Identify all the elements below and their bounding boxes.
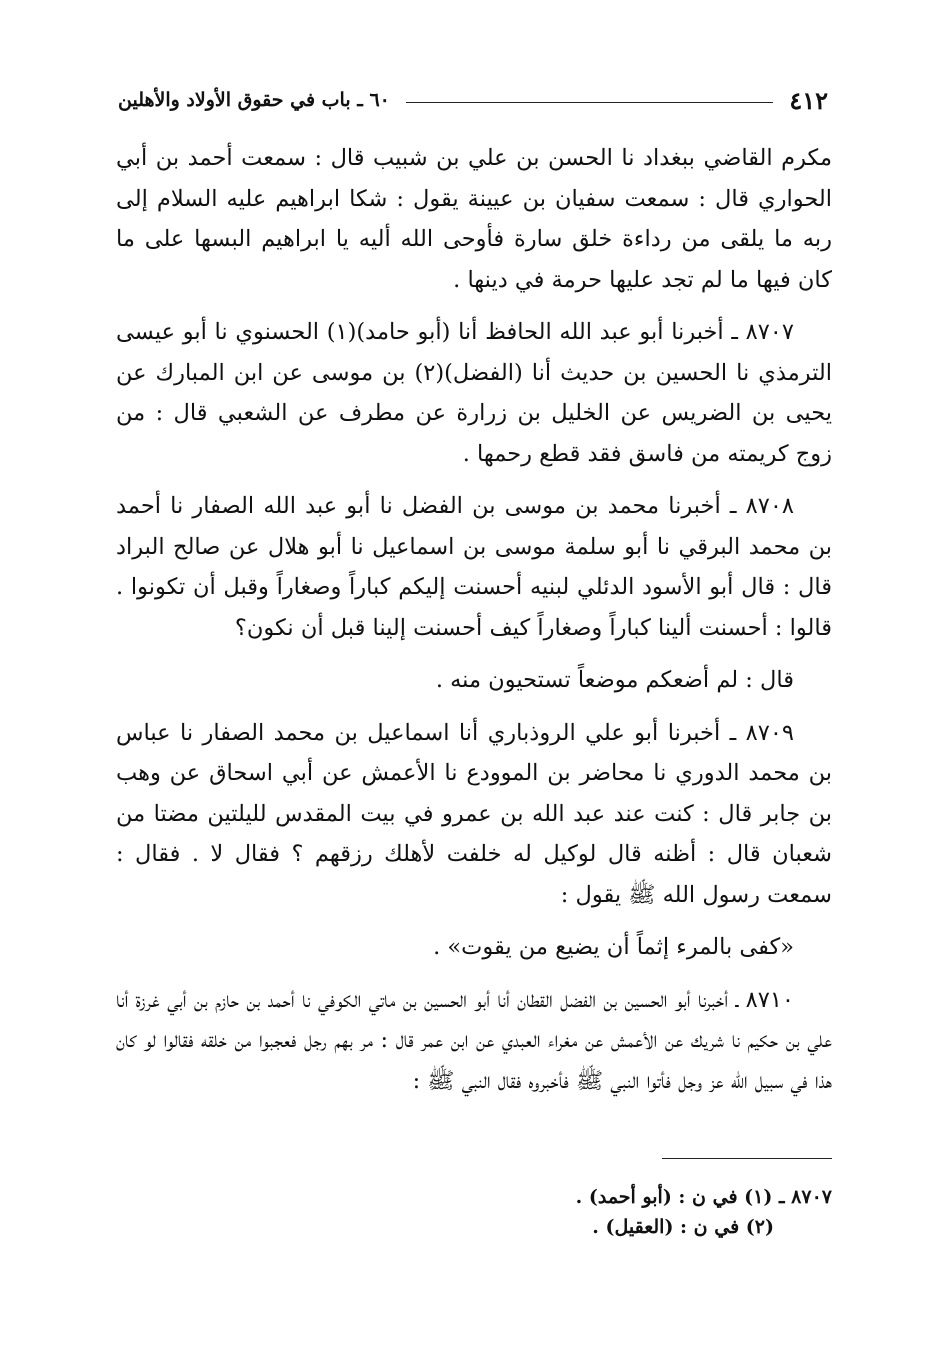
paragraph-hadith-8709: ٨٧٠٩ ـ أخبرنا أبو علي الروذباري أنا اسماعيل بن محمد الصفار نا عباس بن محمد الدوري نا محاضر بن الموودع نا الأعمش عن أبي اسحاق عن وهب بن جابر قال : كنت عند عبد الله بن عمرو في بيت المقدس لليلتين مضتا من شعبان قال : أظنه قال لوكيل له خلفت لأهلك رزقهم ؟ فقال لا . فقال : سمعت رسول الله ﷺ يقول : bbox=[116, 719, 832, 908]
paragraph-reply: قال : لم أضعكم موضعاً تستحيون منه . bbox=[435, 667, 794, 693]
paragraph-continuation: مكرم القاضي ببغداد نا الحسن بن علي بن شبيب قال : سمعت أحمد بن أبي الحواري قال : سمعت سفيان بن عيينة يقول : شكا ابراهيم عليه السلام إلى ربه ما يلقى من رداءة خلق سارة فأوحى الله أليه يا ابراهيم البسها على ما كان فيها ما لم تجد عليها حرمة في دينها . bbox=[116, 145, 832, 293]
paragraph-quote: «كفى بالمرء إثماً أن يضيع من يقوت» . bbox=[433, 934, 794, 960]
paragraph-hadith-8710: ٨٧١٠ ـ أخبرنا أبو الحسين بن الفضل القطان أنا أبو الحسين بن ماتي الكوفي نا أحمد بن حازم بن أبي غرزة أنا علي بن حكيم نا شريك عن الأعمش عن مغراء العبدي عن ابن عمر قال : مر بهم رجل فعجبوا من خلقه فقالوا لو كان هذا في سبيل الله عز وجل فأتوا النبي ﷺ فأخبروه فقال النبي ﷺ : bbox=[116, 986, 832, 1094]
footnotes bbox=[300, 1182, 832, 1242]
paragraph-hadith-8707: ٨٧٠٧ ـ أخبرنا أبو عبد الله الحافظ أنا (أبو حامد)(١) الحسنوي نا أبو عيسى الترمذي نا الحسين بن حديث أنا (الفضل)(٢) بن موسى عن ابن المبارك عن يحيى بن الضريس عن الخليل بن زرارة عن مطرف عن الشعبي قال : من زوج كريمته من فاسق فقد قطع رحمها . bbox=[116, 319, 832, 467]
page-number: ٤١٢ bbox=[789, 85, 828, 115]
paragraph-hadith-8708: ٨٧٠٨ ـ أخبرنا محمد بن موسى بن الفضل نا أبو عبد الله الصفار نا أحمد بن محمد البرقي نا أبو سلمة موسى بن اسماعيل نا أبو هلال عن صالح البراد قال : قال أبو الأسود الدئلي لبنيه أحسنت إليكم كباراً وصغاراً وقبل أن تكونوا . قالوا : أحسنت ألينا كباراً وصغاراً كيف أحسنت إلينا قبل أن نكون؟ bbox=[116, 493, 832, 641]
footnote-rule bbox=[662, 1158, 832, 1159]
footnote-1: ٨٧٠٧ ـ (١) في ن : (أبو أحمد) . bbox=[575, 1186, 832, 1208]
chapter-title: ٦٠ ـ باب في حقوق الأولاد والأهلين bbox=[118, 89, 390, 111]
running-header bbox=[118, 82, 828, 118]
footnote-2: (٢) في ن : (العقيل) . bbox=[592, 1216, 774, 1238]
header-rule bbox=[406, 102, 773, 103]
body-text bbox=[116, 138, 832, 1113]
